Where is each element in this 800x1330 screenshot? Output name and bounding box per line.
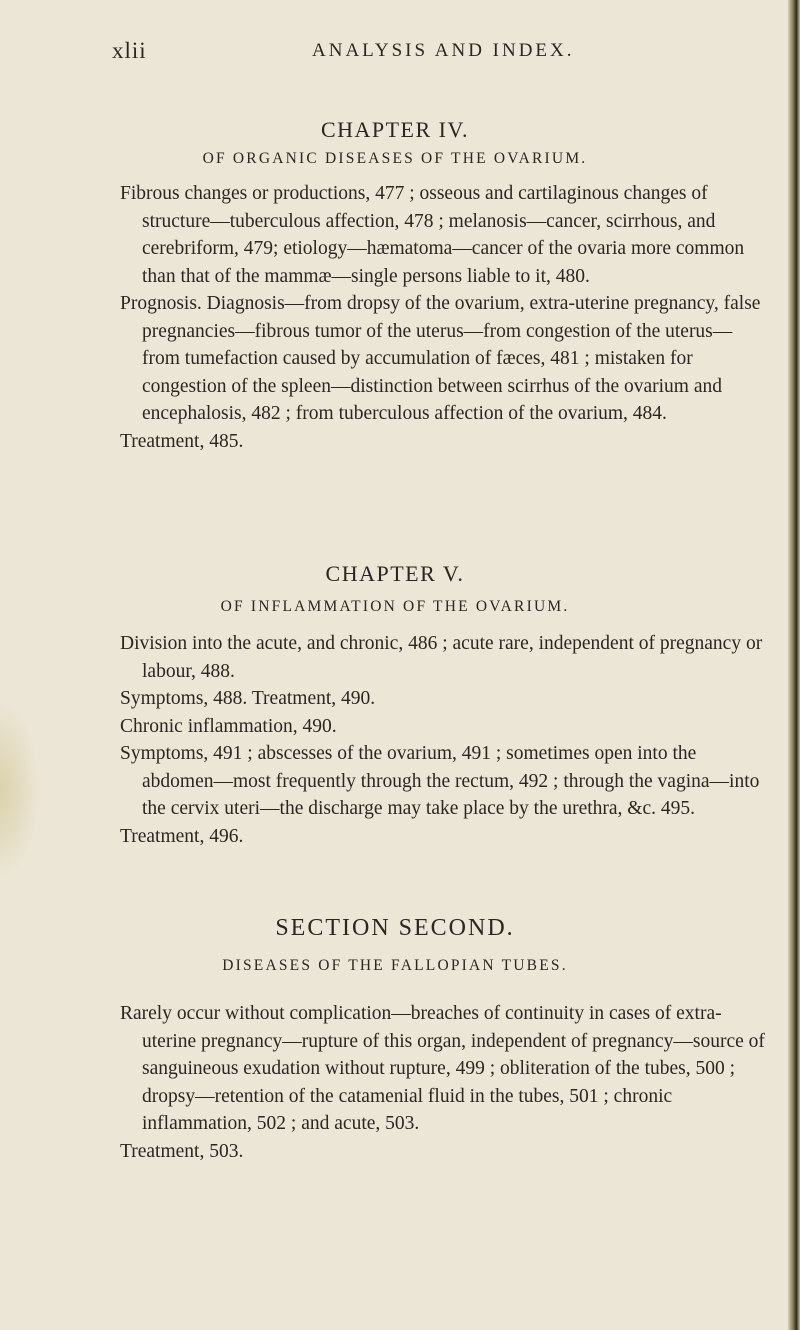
section-second-subtitle: DISEASES OF THE FALLOPIAN TUBES. <box>222 957 568 974</box>
page-number: xlii <box>112 38 147 63</box>
entry-paragraph: Treatment, 496. <box>120 825 244 847</box>
running-title: ANALYSIS AND INDEX. <box>312 40 575 61</box>
entry-paragraph: Fibrous changes or productions, 477 ; osseous and cartilaginous changes of structure—tuberculous affection, 478 ; melanosis—cancer, scirrhous, and cerebriform, 479; etiology—hæmatoma—cancer of the ovaria more common than that of the mammæ—single persons liable to it, 480. <box>120 183 745 287</box>
entry-paragraph: Symptoms, 491 ; abscesses of the ovarium, 491 ; sometimes open into the abdomen—most frequently through the rectum, 492 ; through the vagina—into the cervix uteri—the discharge may take place by the urethra, &c. 495. <box>120 743 760 819</box>
section-second-title: SECTION SECOND. <box>275 915 515 941</box>
paper-stain <box>0 700 40 880</box>
entry-paragraph: Rarely occur without complication—breaches of continuity in cases of extra-uterine pregnancy—rupture of this organ, independent of pregnancy—source of sanguineous exudation without rupture, 499 ; obliteration of the tubes, 500 ; dropsy—retention of the catamenial fluid in the tubes, 501 ; chronic inflammation, 502 ; and acute, 503. <box>120 1003 765 1134</box>
running-head <box>112 38 762 72</box>
entry-paragraph: Treatment, 503. <box>120 1140 244 1162</box>
chapter-iv-subtitle: OF ORGANIC DISEASES OF THE OVARIUM. <box>202 150 588 167</box>
chapter-v-entries <box>120 630 770 850</box>
entry-paragraph: Division into the acute, and chronic, 486 ; acute rare, independent of pregnancy or labour, 488. <box>120 633 763 682</box>
entry-paragraph: Treatment, 485. <box>120 430 244 452</box>
page-edge <box>788 0 800 1330</box>
chapter-iv-entries <box>120 180 770 455</box>
entry-paragraph: Chronic inflammation, 490. <box>120 715 337 737</box>
chapter-iv-title: CHAPTER IV. <box>320 117 470 142</box>
chapter-v-title: CHAPTER V. <box>325 561 465 586</box>
entry-paragraph: Prognosis. Diagnosis—from dropsy of the ovarium, extra-uterine pregnancy, false pregnancies—fibrous tumor of the uterus—from congestion of the uterus—from tumefaction caused by accumulation of fæces, 481 ; mistaken for congestion of the spleen—distinction between scirrhus of the ovarium and encephalosis, 482 ; from tuberculous affection of the ovarium, 484. <box>120 293 761 424</box>
entry-paragraph: Symptoms, 488. Treatment, 490. <box>120 688 376 709</box>
section-second-entries <box>120 1000 770 1165</box>
chapter-v-subtitle: OF INFLAMMATION OF THE OVARIUM. <box>220 598 570 615</box>
